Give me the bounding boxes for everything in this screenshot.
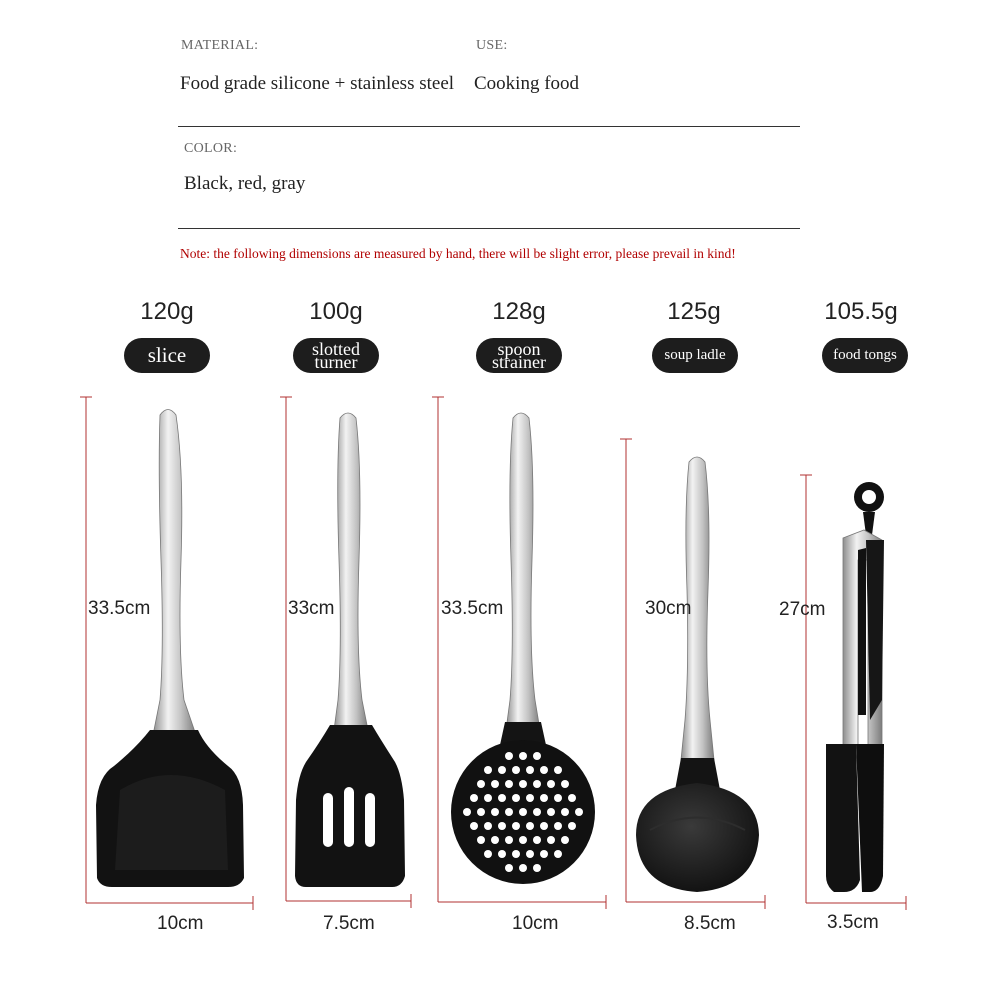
strainer-hole [512,766,520,774]
strainer-hole [477,836,485,844]
name-badge-soup-ladle: soup ladle [652,338,738,373]
name-badge-food-tongs: food tongs [822,338,908,373]
strainer-hole [491,836,499,844]
strainer-hole [491,808,499,816]
strainer-hole [484,822,492,830]
strainer-hole [526,794,534,802]
weight-slice: 120g [140,298,194,325]
weight-slotted-turner: 100g [309,298,363,325]
strainer-hole [512,822,520,830]
color-label: COLOR: [184,141,238,156]
strainer-hole [540,850,548,858]
strainer-hole [540,794,548,802]
strainer-hole [505,836,513,844]
strainer-hole [498,850,506,858]
strainer-hole [575,808,583,816]
name-badge-slotted-turner: slotted turner [293,338,379,373]
strainer-hole [533,808,541,816]
strainer-hole [533,780,541,788]
length-label-slice: 33.5cm [88,598,151,619]
strainer-hole [505,752,513,760]
strainer-hole [519,752,527,760]
strainer-hole [568,822,576,830]
length-label-food-tongs: 27cm [779,599,826,620]
strainer-hole [540,822,548,830]
length-label-soup-ladle: 30cm [645,598,692,619]
strainer-hole [547,808,555,816]
slot [365,793,375,847]
strainer-hole [561,836,569,844]
strainer-hole [554,822,562,830]
length-label-slotted-turner: 33cm [288,598,335,619]
strainer-hole [477,780,485,788]
strainer-hole [484,850,492,858]
name-badge-slice: slice [124,338,210,373]
material-value: Food grade silicone + stainless steel [180,73,455,94]
width-label-soup-ladle: 8.5cm [684,913,736,934]
width-label-food-tongs: 3.5cm [827,912,879,933]
strainer-hole [470,794,478,802]
food-tongs-utensil [826,482,884,892]
length-label-spoon-strainer: 33.5cm [441,598,504,619]
slot [344,787,354,847]
measurement-note: Note: the following dimensions are measured by hand, there will be slight error, please prevail in kind! [180,246,736,261]
strainer-hole [505,808,513,816]
strainer-hole [533,752,541,760]
slot [323,793,333,847]
strainer-hole [526,766,534,774]
strainer-hole [554,850,562,858]
strainer-hole [568,794,576,802]
name-badge-spoon-strainer: spoon strainer [476,338,562,373]
strainer-hole [498,822,506,830]
strainer-hole [519,864,527,872]
slotted-turner-utensil [295,413,405,887]
strainer-hole [477,808,485,816]
strainer-hole [498,766,506,774]
spoon-strainer-utensil [451,413,595,884]
strainer-hole [561,780,569,788]
strainer-hole [547,780,555,788]
strainer-hole [561,808,569,816]
strainer-hole [519,808,527,816]
width-label-spoon-strainer: 10cm [512,913,559,934]
strainer-hole [505,780,513,788]
strainer-hole [484,794,492,802]
strainer-hole [526,850,534,858]
strainer-hole [519,780,527,788]
strainer-hole [512,794,520,802]
width-label-slice: 10cm [157,913,204,934]
strainer-hole [491,780,499,788]
strainer-hole [540,766,548,774]
strainer-hole [554,766,562,774]
strainer-hole [463,808,471,816]
weight-soup-ladle: 125g [667,298,721,325]
weight-food-tongs: 105.5g [824,298,898,325]
strainer-hole [484,766,492,774]
material-label: MATERIAL: [181,38,259,53]
use-value: Cooking food [474,73,580,94]
soup-ladle-utensil [636,457,759,892]
slice-utensil [96,410,244,888]
strainer-hole [547,836,555,844]
strainer-hole [533,864,541,872]
color-value: Black, red, gray [184,173,306,194]
strainer-hole [519,836,527,844]
weight-spoon-strainer: 128g [492,298,546,325]
strainer-hole [533,836,541,844]
use-label: USE: [476,38,508,53]
width-label-slotted-turner: 7.5cm [323,913,375,934]
strainer-hole [512,850,520,858]
strainer-hole [526,822,534,830]
strainer-hole [498,794,506,802]
strainer-hole [505,864,513,872]
strainer-hole [554,794,562,802]
strainer-hole [470,822,478,830]
